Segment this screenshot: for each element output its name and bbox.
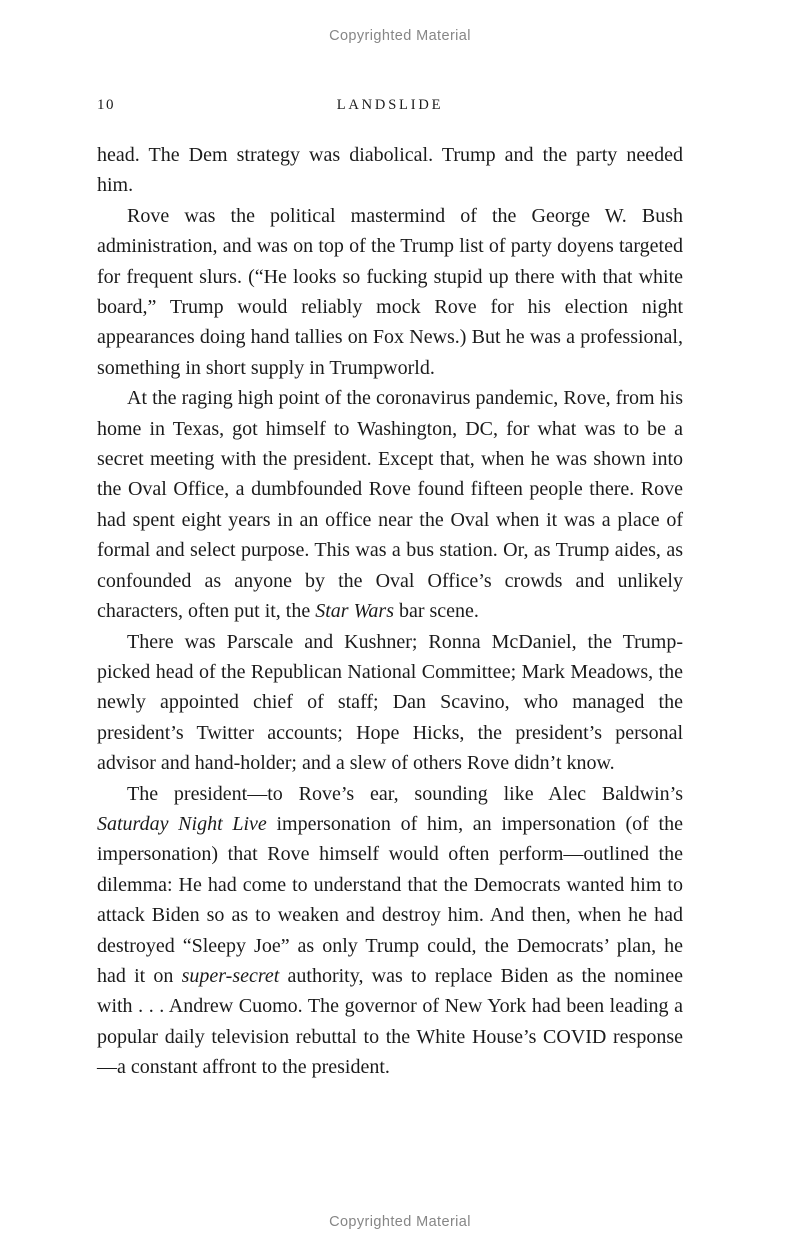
text-segment: head. The Dem strategy was diabolical. Trump and the party needed him.	[97, 144, 683, 197]
page-header	[97, 97, 683, 117]
text-segment: impersonation of him, an impersonation (of the impersonation) that Rove himself would often perform—outlined the dilemma: He had come to understand that the Democrats wanted him to attack Biden so as to weaken and destroy him. And then, when he had destroyed “Sleepy Joe” as only Trump could, the Democrats’ plan, he had it on	[97, 812, 683, 987]
paragraph	[97, 779, 683, 1083]
paragraph	[97, 383, 683, 626]
italic-text-segment: Star Wars	[315, 600, 394, 623]
paragraph	[97, 201, 683, 383]
italic-text-segment: super-secret	[181, 964, 280, 987]
paragraph	[97, 140, 683, 201]
italic-text-segment: Saturday Night Live	[97, 812, 267, 835]
text-segment: Rove was the political mastermind of the George W. Bush administration, and was on top of the Trump list of party doyens targeted for frequent slurs. (“He looks so fucking stupid up there with that white board,” Trump would reliably mock Rove for his election night appearances doing hand tallies on Fox News.) But he was a professional, something in short supply in Trumpworld.	[97, 204, 683, 379]
text-segment: There was Parscale and Kushner; Ronna McDaniel, the Trump-picked head of the Republican National Committee; Mark Meadows, the newly appointed chief of staff; Dan Scavino, who managed the president’s Twitter accounts; Hope Hicks, the president’s personal advisor and hand-holder; and a slew of others Rove didn’t know.	[97, 630, 683, 775]
page-number: 10	[97, 97, 115, 113]
copyright-watermark-top: Copyrighted Material	[329, 28, 471, 44]
body-text	[97, 140, 683, 1083]
paragraph	[97, 627, 683, 779]
text-segment: authority, was to replace Biden as the nominee with . . . Andrew Cuomo. The governor of New York had been leading a popular daily television rebuttal to the White House’s COVID response—a constant affront to the president.	[97, 964, 683, 1079]
running-title: LANDSLIDE	[336, 97, 444, 113]
text-segment: The president—to Rove’s ear, sounding like Alec Baldwin’s	[127, 782, 683, 805]
text-segment: At the raging high point of the coronavirus pandemic, Rove, from his home in Texas, got himself to Washington, DC, for what was to be a secret meeting with the president. Except that, when he was shown into the Oval Office, a dumbfounded Rove found fifteen people there. Rove had spent eight years in an office near the Oval when it was a place of formal and select purpose. This was a bus station. Or, as Trump aides, as confounded as anyone by the Oval Office’s crowds and unlikely characters, often put it, the	[97, 387, 683, 623]
text-segment: bar scene.	[393, 600, 479, 623]
copyright-watermark-bottom: Copyrighted Material	[329, 1214, 471, 1230]
